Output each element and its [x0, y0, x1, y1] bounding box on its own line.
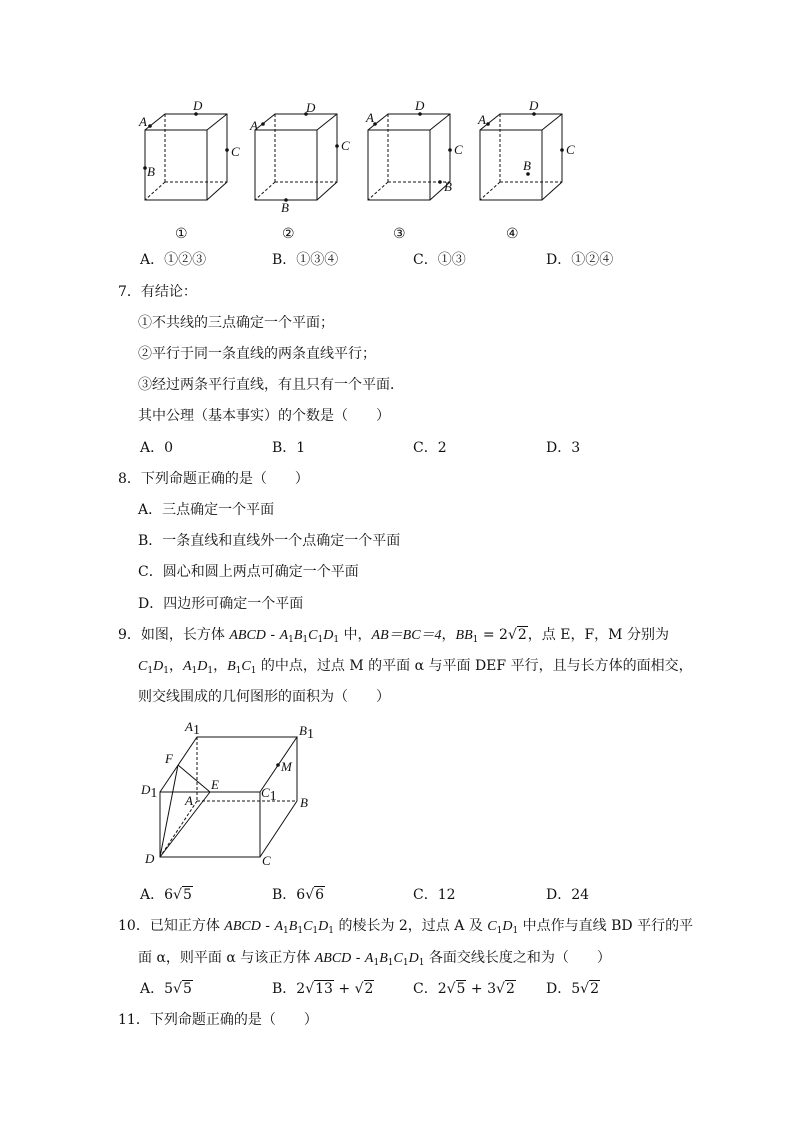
cube1-label-D: D [193, 98, 203, 113]
q6-option-d: D．①②④ [546, 252, 614, 268]
cube4-label-B: B [523, 158, 531, 173]
label-F: F [165, 751, 173, 766]
cube-figure-3 [368, 114, 450, 200]
q7-item-3: ③经过两条平行直线，有且只有一个平面． [138, 377, 404, 393]
q10-stem-line2: 面 α，则平面 α 与该正方体 ABCD - $A_1B_1C_1D_1$ 各面交线长度之和为（ ） [138, 950, 611, 968]
q6-option-b: B．①③④ [272, 252, 339, 268]
cube2-label-B: B [281, 200, 289, 215]
q10-stem-line1: 10．已知正方体 ABCD - $A_1B_1C_1D_1$ 的棱长为 2，过点 A 及 $C_1D_1$ 中点作与直线 BD 平行的平 [118, 918, 694, 936]
label-B: B [300, 795, 308, 810]
cube4-label-C: C [566, 142, 575, 157]
cube1-number: ① [175, 227, 188, 242]
cube2-label-D: D [306, 100, 316, 115]
cube3-label-C: C [454, 142, 463, 157]
q11-stem: 11．下列命题正确的是（ ） [118, 1012, 318, 1028]
cube-figure-2 [255, 114, 337, 200]
cube-figure-4 [480, 114, 562, 200]
cube2-label-A: A [250, 118, 258, 133]
q6-cube-figures [130, 92, 600, 252]
q6-option-c: C．①③ [413, 252, 466, 268]
q7-option-c: C．2 [413, 440, 447, 456]
cube2-label-C: C [341, 138, 350, 153]
q9-option-b: B．6√6 [272, 887, 325, 903]
label-B1: B1 [299, 723, 314, 742]
q9-option-a: A．6√5 [140, 887, 192, 903]
q10-option-c: C．2√5 + 3√2 [413, 981, 515, 997]
cube1-label-A: A [139, 114, 147, 129]
q8-stem: 8．下列命题正确的是（ ） [118, 471, 309, 487]
label-D: D [145, 851, 155, 866]
q8-option-a: A．三点确定一个平面 [138, 502, 275, 518]
cube-figure-1 [145, 114, 227, 200]
cube3-label-B: B [444, 179, 452, 194]
q10-option-d: D．5√2 [546, 981, 599, 997]
cube1-label-C: C [231, 144, 240, 159]
label-M: M [281, 759, 292, 774]
q7-option-a: A．0 [140, 440, 174, 456]
q9-stem-line3: 则交线围成的几何图形的面积为（ ） [138, 689, 390, 705]
q8-option-d: D．四边形可确定一个平面 [138, 596, 304, 612]
q7-item-1: ①不共线的三点确定一个平面； [138, 315, 334, 331]
q9-option-c: C．12 [413, 887, 456, 903]
q10-option-b: B．2√13 + √2 [272, 981, 374, 997]
label-D1: D1 [141, 782, 158, 801]
label-A1: A1 [185, 719, 200, 738]
q7-option-b: B．1 [272, 440, 306, 456]
q6-option-a: A．①②③ [140, 252, 207, 268]
q8-option-b: B．一条直线和直线外一个点确定一个平面 [138, 533, 401, 549]
q7-item-2: ②平行于同一条直线的两条直线平行； [138, 346, 376, 362]
label-C1: C1 [261, 785, 277, 804]
label-C: C [262, 853, 271, 868]
q7-stem: 7．有结论： [118, 284, 197, 300]
q7-option-d: D．3 [546, 440, 581, 456]
cube4-number: ④ [506, 227, 519, 242]
cube4-label-D: D [529, 98, 539, 113]
cube1-label-B: B [147, 164, 155, 179]
cube3-label-D: D [415, 98, 425, 113]
q9-stem-line2: $C_1D_1$，$A_1D_1$，$B_1C_1$ 的中点，过点 M 的平面 α 与平面 DEF 平行，且与长方体的面相交， [138, 658, 693, 676]
cube3-label-A: A [366, 110, 374, 125]
q9-stem-line1: 9．如图，长方体 ABCD - $A_1B_1C_1D_1$ 中，AB＝BC＝4，$BB_1 = 2√2$，点 E，F，M 分别为 [118, 627, 669, 645]
q9-box-figure [135, 715, 335, 880]
label-E: E [211, 777, 219, 792]
q10-option-a: A．5√5 [140, 981, 192, 997]
q9-option-d: D．24 [546, 887, 590, 903]
cube4-label-A: A [478, 112, 486, 127]
label-A: A [185, 793, 193, 808]
cube2-number: ② [282, 227, 295, 242]
cube3-number: ③ [393, 227, 406, 242]
q7-question: 其中公理（基本事实）的个数是（ ） [138, 408, 390, 424]
q8-option-c: C．圆心和圆上两点可确定一个平面 [138, 564, 359, 580]
